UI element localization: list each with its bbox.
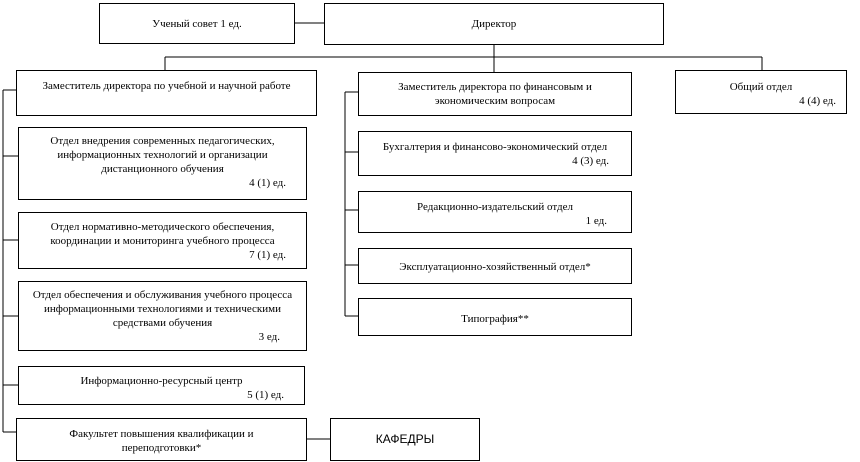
editorial-label: Редакционно-издательский отдел	[417, 201, 573, 213]
deputy-finance-label: Заместитель директора по финансовым и экономическим вопросам	[398, 81, 592, 107]
faculty-label: Факультет повышения квалификации и переподготовки*	[69, 428, 254, 454]
departments-label: КАФЕДРЫ	[375, 432, 435, 446]
academic-council-label: Ученый совет 1 ед.	[152, 18, 242, 30]
dept-it-support-count: 3 ед.	[258, 331, 280, 343]
director-box	[324, 3, 664, 45]
dept-it-support-label: Отдел обеспечения и обслуживания учебного процесса информационными технологиями и техническими средствами обучения	[32, 289, 293, 329]
editorial-count: 1 ед.	[585, 215, 607, 227]
general-dept-count: 4 (4) ед.	[799, 95, 836, 107]
faculty-box	[16, 418, 307, 461]
accounting-count: 4 (3) ед.	[572, 155, 609, 167]
info-resource-center-box	[18, 366, 305, 405]
maintenance-box	[358, 248, 632, 284]
general-dept-label: Общий отдел	[729, 81, 793, 93]
dept-innovation-label: Отдел внедрения современных педагогических, информационных технологий и организации дистанционного обучения	[50, 135, 275, 175]
maintenance-label: Эксплуатационно-хозяйственный отдел*	[399, 261, 591, 273]
dept-innovation-box	[18, 127, 307, 200]
editorial-box	[358, 191, 632, 233]
academic-council-box	[99, 3, 295, 44]
departments-box	[330, 418, 480, 461]
printing-label: Типография**	[461, 313, 529, 325]
dept-it-support-box	[18, 281, 307, 351]
dept-methodology-count: 7 (1) ед.	[249, 249, 286, 261]
general-dept-box	[675, 70, 847, 114]
deputy-academic-label: Заместитель директора по учебной и научной работе	[42, 80, 291, 92]
printing-box	[358, 298, 632, 336]
dept-methodology-label: Отдел нормативно-методического обеспечения, координации и мониторинга учебного процесса	[50, 221, 275, 247]
deputy-academic-box	[16, 70, 317, 116]
info-resource-center-label: Информационно-ресурсный центр	[80, 375, 243, 387]
dept-methodology-box	[18, 212, 307, 269]
dept-innovation-count: 4 (1) ед.	[249, 177, 286, 189]
info-resource-center-count: 5 (1) ед.	[247, 389, 284, 401]
accounting-box	[358, 131, 632, 176]
deputy-finance-box	[358, 72, 632, 116]
director-label: Директор	[471, 18, 517, 30]
accounting-label: Бухгалтерия и финансово-экономический отдел	[382, 141, 608, 153]
